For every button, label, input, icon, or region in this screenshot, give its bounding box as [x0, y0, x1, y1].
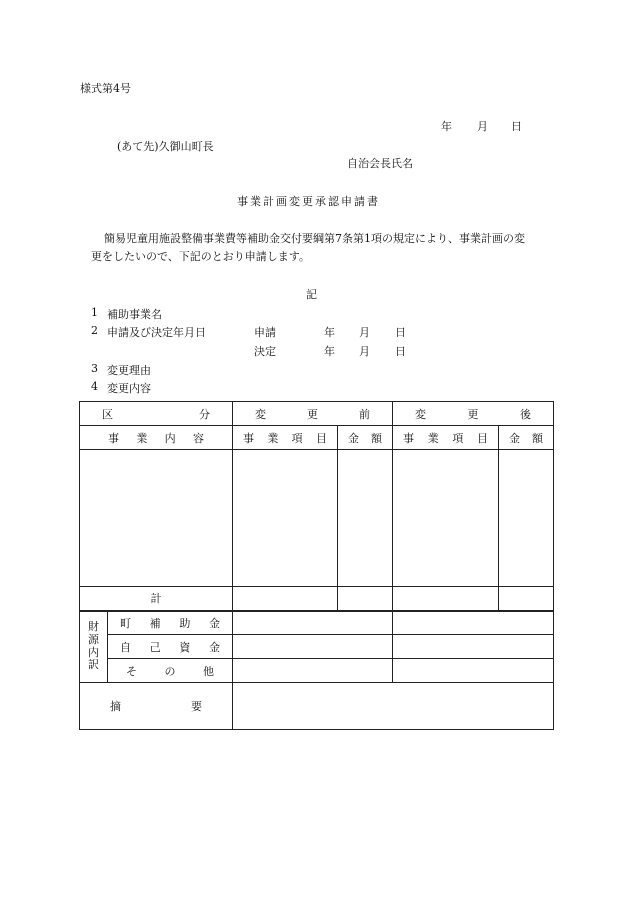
item-1-num: 1 — [91, 306, 98, 319]
funding-row-own-funds — [80, 635, 554, 659]
document-title: 事業計画変更承認申請書 — [237, 195, 380, 208]
decide-year: 年 — [324, 345, 335, 358]
table-header-row — [80, 402, 554, 426]
item-2-num: 2 — [91, 324, 98, 337]
funding-own-funds-label: 自 己 資 金 — [108, 635, 233, 659]
funding-town-subsidy-after-cell[interactable] — [393, 611, 554, 635]
item-3-num: 3 — [91, 362, 98, 375]
body-text-line1: 簡易児童用施設整備事業費等補助金交付要綱第7条第1項の規定により、事業計画の変 — [104, 232, 525, 245]
subheader-business-content: 事 業 内 容 — [80, 426, 233, 450]
total-amount-before-cell[interactable] — [338, 587, 393, 611]
form-number: 様式第4号 — [80, 82, 131, 95]
content-cell[interactable] — [80, 450, 233, 587]
item-1-label: 補助事業名 — [107, 308, 162, 321]
item-4-label: 変更内容 — [107, 382, 151, 395]
date-month-label: 月 — [477, 120, 488, 133]
table-content-row — [80, 450, 554, 587]
body-text-line2: 更をしたいので、下記のとおり申請します。 — [91, 250, 310, 263]
summary-cell[interactable] — [233, 683, 554, 730]
funding-row-other — [80, 659, 554, 683]
item-2-label: 申請及び決定年月日 — [107, 326, 206, 339]
header-kubun: 区 分 — [80, 402, 233, 426]
apply-label: 申請 — [254, 326, 276, 339]
item-after-cell[interactable] — [393, 450, 499, 587]
table-total-row — [80, 587, 554, 611]
table-subheader-row — [80, 426, 554, 450]
summary-row — [80, 683, 554, 730]
funding-other-after-cell[interactable] — [393, 659, 554, 683]
date-year-label: 年 — [441, 120, 452, 133]
summary-label: 摘 要 — [80, 683, 233, 730]
header-before-change: 変 更 前 — [233, 402, 393, 426]
addressee: (あて先)久御山町長 — [117, 140, 214, 153]
date-day-label: 日 — [511, 120, 522, 133]
total-item-before-cell[interactable] — [233, 587, 338, 611]
change-content-table — [79, 401, 554, 730]
header-after-change: 変 更 後 — [393, 402, 554, 426]
item-4-num: 4 — [91, 380, 98, 393]
subheader-business-item-after: 事 業 項 目 — [393, 426, 499, 450]
decide-label: 決定 — [254, 345, 276, 358]
funding-own-funds-before-cell[interactable] — [233, 635, 393, 659]
decide-day: 日 — [395, 345, 406, 358]
funding-other-before-cell[interactable] — [233, 659, 393, 683]
apply-day: 日 — [395, 326, 406, 339]
item-before-cell[interactable] — [233, 450, 338, 587]
total-item-after-cell[interactable] — [393, 587, 499, 611]
funding-breakdown-label: 財 源 内 訳 — [80, 611, 108, 683]
subheader-amount-before: 金 額 — [338, 426, 393, 450]
item-3-label: 変更理由 — [107, 364, 151, 377]
ki-heading: 記 — [306, 288, 317, 301]
decide-month: 月 — [359, 345, 370, 358]
funding-own-funds-after-cell[interactable] — [393, 635, 554, 659]
amount-after-cell[interactable] — [499, 450, 554, 587]
funding-other-label: そ の 他 — [108, 659, 233, 683]
total-amount-after-cell[interactable] — [499, 587, 554, 611]
apply-year: 年 — [324, 326, 335, 339]
subheader-business-item-before: 事 業 項 目 — [233, 426, 338, 450]
funding-town-subsidy-label: 町 補 助 金 — [108, 611, 233, 635]
applicant-name-label: 自治会長氏名 — [347, 157, 413, 170]
funding-row-town-subsidy — [80, 611, 554, 635]
amount-before-cell[interactable] — [338, 450, 393, 587]
apply-month: 月 — [359, 326, 370, 339]
total-label: 計 — [80, 587, 233, 611]
funding-town-subsidy-before-cell[interactable] — [233, 611, 393, 635]
subheader-amount-after: 金 額 — [499, 426, 554, 450]
